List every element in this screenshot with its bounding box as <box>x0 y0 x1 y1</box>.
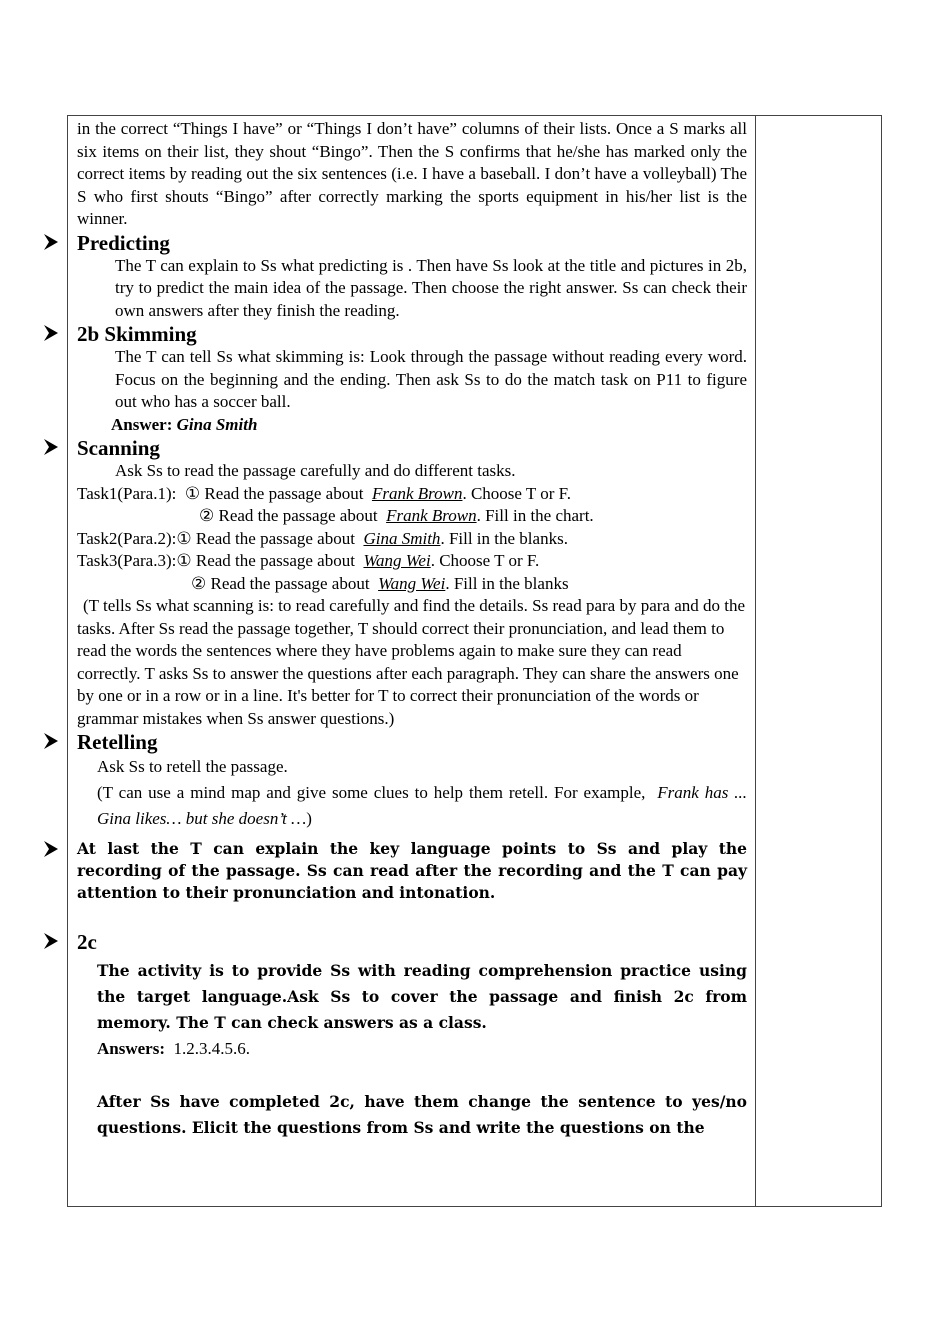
answer-label: Answer: <box>111 414 173 434</box>
retelling-heading: Retelling <box>77 730 158 754</box>
lesson-content <box>77 118 747 1141</box>
section-2c-body: The activity is to provide Ss with reading comprehension practice using the target language.Ask Ss to cover the passage and finish 2c from memory. The T can check answers as a class. <box>97 961 747 1032</box>
scanning-heading: Scanning <box>77 436 160 460</box>
retelling-heading-row <box>77 730 747 754</box>
section-2c-heading: 2c <box>77 930 97 954</box>
task1-line-a: Task1(Para.1): ① Read the passage about Frank Brown. Choose T or F. <box>77 483 571 503</box>
key-points-text: At last the T can explain the key language points to Ss and play the recording of the passage. Ss can read after the recording and the T can pay attention to their pronunciation and intonation. <box>77 839 747 902</box>
predicting-heading: Predicting <box>77 230 170 255</box>
skimming-heading-row <box>77 322 747 346</box>
arrow-bullet-icon <box>41 437 61 457</box>
arrow-bullet-icon <box>41 232 61 252</box>
scanning-note: (T tells Ss what scanning is: to read carefully and find the details. Ss read para by para and do the tasks. After Ss read the passage together, T should correct their pronunciation, and lead them to read the words the sentences where they have problems again to make sure they can read correctly. T asks Ss to answer the questions after each paragraph. They can share the answers one by one or in a row or in a line. It's better for T to correct their pronunciation of the words or grammar mistakes when Ss answer questions.) <box>77 596 746 728</box>
task3-line-b: ② Read the passage about Wang Wei. Fill in the blanks <box>191 573 569 593</box>
answers-label: Answers: <box>97 1039 165 1058</box>
answer-value: Gina Smith <box>176 414 258 434</box>
intro-paragraph: in the correct “Things I have” or “Things I don’t have” columns of their lists. Once a S marks all six items on their list, they shout “Bingo”. Then the S confirms that he/she has marked only the correct items by reading out the six sentences (i.e. I have a baseball. I don’t have a volleyball) The S who first shouts “Bingo” after correctly marking the sports equipment in his/her list is the winner. <box>77 119 747 228</box>
skimming-body: The T can tell Ss what skimming is: Look through the passage without reading every word. Focus on the beginning and the ending. Then ask Ss to do the match task on P11 to figure out who has a soccer ball. <box>115 347 747 411</box>
arrow-bullet-icon <box>41 839 61 859</box>
section-2c-heading-row <box>77 930 747 954</box>
section-2c-after: After Ss have completed 2c, have them change the sentence to yes/no questions. Elicit the questions from Ss and write the questions on the <box>97 1092 747 1137</box>
predicting-heading-row <box>77 231 747 255</box>
arrow-bullet-icon <box>41 731 61 751</box>
scanning-intro: Ask Ss to read the passage carefully and do different tasks. <box>115 461 516 480</box>
task1-line-b: ② Read the passage about Frank Brown. Fill in the chart. <box>199 506 594 525</box>
section-2c-answers <box>77 1036 747 1062</box>
task2-line: Task2(Para.2):① Read the passage about Gina Smith. Fill in the blanks. <box>77 528 568 548</box>
skimming-answer <box>77 414 747 437</box>
arrow-bullet-icon <box>41 323 61 343</box>
scanning-heading-row <box>77 436 747 460</box>
skimming-heading: 2b Skimming <box>77 322 197 346</box>
predicting-body: The T can explain to Ss what predicting is . Then have Ss look at the title and pictures in 2b, try to predict the main idea of the passage. Then choose the right answer. Ss can check their own answers after they finish the reading. <box>115 255 747 320</box>
key-points-row <box>77 838 747 904</box>
answers-value: 1.2.3.4.5.6. <box>173 1039 250 1058</box>
arrow-bullet-icon <box>41 931 61 951</box>
retelling-note: (T can use a mind map and give some clues to help them retell. For example, Frank has ... Gina likes… but she doesn’t …) <box>97 783 747 828</box>
table-column-divider <box>755 115 756 1207</box>
task3-line-a: Task3(Para.3):① Read the passage about Wang Wei. Choose T or F. <box>77 551 540 570</box>
retelling-intro: Ask Ss to retell the passage. <box>97 757 288 776</box>
